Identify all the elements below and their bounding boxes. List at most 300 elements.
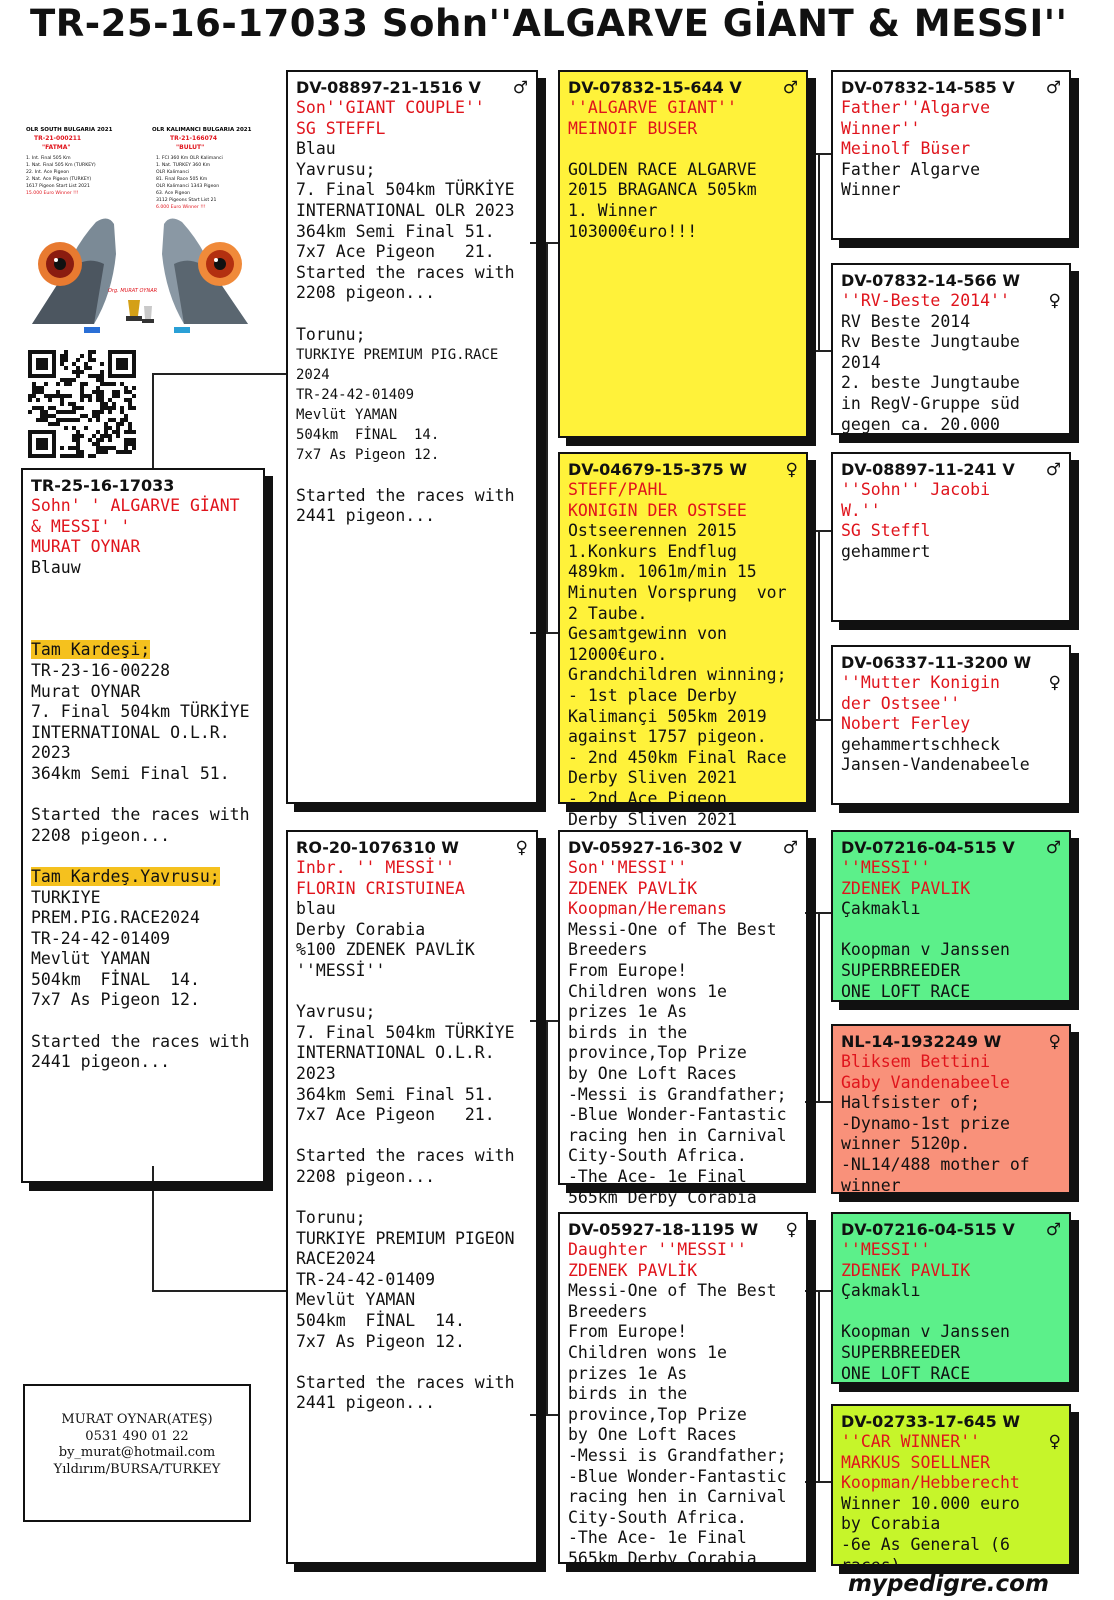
detail-lines — [568, 1281, 798, 1569]
text-line: Inbr. '' MESSİ'' — [296, 858, 455, 877]
end-lines — [296, 465, 528, 527]
text-line: by One Loft Races — [568, 1063, 737, 1083]
qr-cell — [96, 418, 100, 422]
great-grandparent-fmm-card[interactable] — [831, 645, 1071, 805]
ring-number: NL-14-1932249 W — [841, 1032, 1002, 1051]
great-grandparent-mfm-card[interactable] — [831, 1024, 1071, 1194]
text-line: 565km Derby Corabia — [568, 1548, 757, 1568]
qr-cell — [68, 454, 72, 458]
qr-cell — [88, 454, 92, 458]
great-grandparent-mmm-card[interactable] — [831, 1404, 1071, 1575]
name-lines — [841, 858, 1061, 899]
contact-lines — [25, 1412, 249, 1478]
qr-cell — [52, 406, 56, 410]
qr-cell — [60, 418, 64, 422]
qr-cell — [132, 438, 136, 442]
qr-cell — [76, 454, 80, 458]
qr-cell — [68, 418, 72, 422]
qr-cell — [96, 442, 100, 446]
connector-line — [152, 1166, 154, 1292]
page-title: TR-25-16-17033 Sohn''ALGARVE GİANT & MESSI'' — [30, 2, 1068, 45]
ring-number: TR-25-16-17033 — [31, 476, 175, 495]
text-line: Yavrusu; — [296, 159, 376, 179]
qr-cell — [72, 434, 76, 438]
text-line: ''MESSI'' — [841, 858, 931, 877]
text-line: ''ALGARVE GIANT'' — [568, 98, 737, 117]
qr-cell — [68, 394, 72, 398]
text-line: racing hen in Carnival — [568, 1487, 787, 1507]
qr-cell — [112, 394, 116, 398]
qr-cell — [80, 398, 84, 402]
qr-cell — [132, 442, 136, 446]
female-icon: ♀ — [515, 838, 528, 858]
text-line: Started the races with — [296, 262, 515, 282]
qr-cell — [76, 442, 80, 446]
qr-cell — [96, 378, 100, 382]
qr-cell — [60, 446, 64, 450]
subject-card[interactable] — [21, 468, 265, 1183]
qr-cell — [64, 418, 68, 422]
qr-cell — [56, 394, 60, 398]
qr-cell — [80, 370, 84, 374]
qr-cell — [76, 358, 80, 362]
text-line: Sohn' ' ALGARVE GİANT — [31, 496, 240, 515]
qr-cell — [124, 390, 128, 394]
qr-cell — [36, 358, 48, 370]
qr-cell — [80, 394, 84, 398]
text-line: Blauw — [31, 557, 81, 577]
text-line: ''CAR WINNER'' — [841, 1432, 981, 1451]
text-line: prizes 1e As — [568, 1363, 688, 1383]
qr-cell — [112, 446, 116, 450]
qr-cell — [64, 394, 68, 398]
text-line: by One Loft Races — [568, 1425, 737, 1445]
qr-cell — [60, 402, 64, 406]
text-line: ''MESSİ'' — [296, 960, 386, 980]
female-icon: ♀ — [1048, 1432, 1061, 1452]
promo-line: 3112 Pigeons Start List 21 — [156, 198, 217, 203]
qr-cell — [84, 394, 88, 398]
male-icon: ♂ — [782, 78, 798, 98]
qr-cell — [76, 418, 80, 422]
text-line: Daughter ''MESSI'' — [568, 1240, 747, 1259]
qr-cell — [68, 446, 72, 450]
name-lines — [841, 291, 1061, 312]
promo-left-ring: TR-21-000211 — [34, 135, 82, 142]
qr-cell — [108, 438, 112, 442]
connector-line — [805, 1290, 831, 1292]
text-line: Bliksem Bettini — [841, 1052, 991, 1071]
qr-cell — [60, 378, 64, 382]
detail-lines — [841, 735, 1061, 776]
qr-cell — [108, 406, 112, 410]
qr-cell — [60, 454, 64, 458]
text-line: Derby Corabia — [296, 919, 426, 939]
text-line: & MESSI' ' — [31, 516, 131, 536]
qr-cell — [60, 394, 64, 398]
text-line: 504km FİNAL 14. — [296, 427, 440, 444]
qr-cell — [92, 410, 96, 414]
qr-cell — [124, 414, 128, 418]
qr-cell — [48, 422, 52, 426]
detail-lines — [841, 899, 1061, 1002]
qr-cell — [116, 390, 120, 394]
ring-number: DV-02733-17-645 W — [841, 1412, 1020, 1431]
qr-cell — [68, 410, 72, 414]
qr-cell — [124, 386, 128, 390]
text-line: ZDENEK PAVLIK — [841, 878, 971, 898]
qr-cell — [120, 418, 124, 422]
text-line: -Blue Wonder-Fantastic — [568, 1105, 787, 1125]
text-line: - 2nd 450km Final Race — [568, 747, 787, 767]
text-line: City-South Africa. — [568, 1507, 747, 1527]
text-line: 1.Konkurs Endflug — [568, 541, 737, 561]
qr-cell — [116, 430, 120, 434]
female-icon: ♀ — [1048, 291, 1061, 311]
text-line: - 2nd Ace Pigeon — [568, 788, 727, 808]
name-lines — [296, 98, 528, 139]
text-line — [296, 982, 528, 1003]
great-grandparent-fmf-card[interactable] — [831, 452, 1071, 622]
promo-right-name: "BULUT" — [176, 144, 205, 151]
text-line: Started the races with — [31, 1031, 250, 1051]
text-line: 7x7 Ace Pigeon 21. — [296, 1105, 495, 1125]
qr-cell — [40, 386, 44, 390]
name-lines — [841, 480, 1061, 542]
name-lines — [841, 673, 1061, 735]
text-line: Winner'' — [841, 118, 921, 138]
text-line: ''MESSI'' — [841, 1240, 931, 1259]
qr-cell — [64, 358, 68, 362]
ring-number: DV-08897-21-1516 V — [296, 78, 481, 97]
qr-cell — [72, 402, 76, 406]
text-line: gegen ca. 20.000 — [841, 414, 1000, 434]
text-line: Grandchildren winning; — [568, 665, 787, 685]
name-lines — [841, 1052, 1061, 1093]
qr-cell — [76, 374, 80, 378]
qr-cell — [116, 450, 120, 454]
qr-cell — [84, 382, 88, 386]
name-lines — [568, 98, 798, 139]
qr-cell — [104, 422, 108, 426]
footer-brand[interactable]: mypedigre.com — [848, 1571, 1049, 1597]
promo-line: 1. Int. Final 505 Km — [26, 156, 71, 161]
text-line: Breeders — [568, 940, 648, 960]
qr-cell — [128, 438, 132, 442]
text-line: races) — [841, 1555, 901, 1575]
text-line: Yavrusu; — [296, 1002, 376, 1022]
qr-cell — [108, 418, 112, 422]
text-line: 504km FİNAL 14. — [31, 969, 200, 989]
text-line: gehammert — [841, 541, 931, 561]
text-line: Gesamtgewinn von — [568, 624, 727, 644]
qr-cell — [28, 410, 32, 414]
text-line: INTERNATIONAL O.L.R. — [296, 1043, 495, 1063]
text-line: -Messi is Grandfather; — [568, 1445, 787, 1465]
qr-cell — [92, 374, 96, 378]
detail-lines — [841, 542, 1061, 563]
qr-cell — [72, 378, 76, 382]
name-lines — [296, 858, 528, 899]
male-icon: ♂ — [782, 838, 798, 858]
text-line — [568, 139, 798, 160]
female-icon: ♀ — [1048, 673, 1061, 693]
qr-cell — [72, 418, 76, 422]
text-line: ''Mutter Konigin — [841, 673, 1000, 692]
qr-cell — [80, 382, 84, 386]
text-line: ZDENEK PAVLİK — [568, 878, 698, 898]
qr-cell — [108, 398, 112, 402]
detail-lines — [841, 1281, 1061, 1384]
text-line: INTERNATIONAL O.L.R. — [31, 722, 230, 742]
qr-cell — [96, 390, 100, 394]
text-line — [841, 920, 1061, 941]
qr-cell — [68, 378, 72, 382]
qr-cell — [96, 450, 100, 454]
qr-cell — [48, 398, 52, 402]
maternal-grandfather-card[interactable] — [558, 830, 808, 1207]
qr-cell — [124, 442, 128, 446]
text-line: Son''GIANT COUPLE'' — [296, 98, 485, 117]
qr-cell — [36, 390, 40, 394]
text-line: prizes 1e As — [568, 1002, 688, 1022]
text-line: -The Ace- 1e Final — [568, 1166, 747, 1186]
qr-cell — [92, 454, 96, 458]
text-line: blau — [296, 899, 336, 919]
name-lines — [568, 480, 798, 521]
qr-cell — [64, 378, 68, 382]
ring-number: DV-04679-15-375 W — [568, 460, 747, 479]
qr-cell — [56, 422, 60, 426]
text-line: birds in the — [568, 1022, 688, 1042]
text-line: 2 Taube. — [568, 603, 648, 623]
text-line: against 1757 pigeon. — [568, 727, 767, 747]
qr-cell — [92, 414, 96, 418]
qr-cell — [88, 394, 92, 398]
text-line: by_murat@hotmail.com — [58, 1445, 216, 1460]
text-line: 2441 pigeon... — [31, 1052, 171, 1072]
text-line: 504km FİNAL 14. — [296, 1311, 465, 1331]
text-line: 2023 — [31, 743, 71, 763]
text-line — [31, 1011, 255, 1032]
qr-cell — [64, 366, 68, 370]
paternal-grandfather-card[interactable] — [558, 70, 808, 438]
connector-line — [818, 1290, 820, 1482]
qr-cell — [116, 358, 128, 370]
text-line: Father''Algarve — [841, 98, 991, 117]
ring-number: DV-06337-11-3200 W — [841, 653, 1032, 672]
qr-cell — [60, 398, 64, 402]
promo-left-title: OLR SOUTH BULGARIA 2021 — [26, 127, 113, 133]
text-line: 103000€uro!!! — [568, 221, 698, 241]
qr-cell — [92, 442, 96, 446]
connector-line — [818, 912, 820, 1102]
qr-cell — [120, 410, 124, 414]
great-grandparent-mmf-card[interactable] — [831, 1212, 1071, 1384]
qr-cell — [108, 382, 112, 386]
qr-cell — [100, 434, 104, 438]
qr-cell — [88, 350, 92, 354]
qr-cell — [120, 422, 124, 426]
name-lines — [568, 858, 798, 920]
qr-cell — [32, 394, 36, 398]
qr-code-icon[interactable] — [28, 350, 136, 458]
text-line: Çakmaklı — [841, 1281, 921, 1301]
qr-cell — [104, 406, 108, 410]
text-line: 364km Semi Final 51. — [296, 221, 495, 241]
contact-card — [23, 1384, 251, 1522]
text-line: Mevlüt YAMAN — [296, 1290, 416, 1310]
qr-cell — [76, 370, 80, 374]
text-line: Nobert Ferley — [841, 714, 971, 734]
male-icon: ♂ — [1045, 1220, 1061, 1240]
qr-cell — [60, 410, 64, 414]
qr-cell — [80, 414, 84, 418]
father-card[interactable] — [286, 70, 538, 804]
text-line: Halfsister of; — [841, 1093, 981, 1113]
text-line: Started the races with — [31, 805, 250, 825]
text-line: ONE LOFT RACE — [841, 981, 971, 1001]
text-line: PREM.PIG.RACE2024 — [31, 908, 200, 928]
qr-cell — [80, 354, 84, 358]
qr-cell — [92, 358, 96, 362]
detail-lines — [841, 1093, 1061, 1196]
promo-line: 1. Nat. TURKEY 360 Km — [156, 163, 211, 168]
text-line: GOLDEN RACE ALGARVE — [568, 159, 757, 179]
connector-line — [805, 912, 831, 914]
qr-cell — [100, 450, 104, 454]
text-line: Koopman/Hebberecht — [841, 1473, 1020, 1493]
female-icon: ♀ — [1048, 1032, 1061, 1052]
qr-cell — [44, 382, 48, 386]
text-line: 489km. 1061m/min 15 — [568, 562, 757, 582]
qr-cell — [120, 406, 124, 410]
qr-cell — [32, 390, 36, 394]
qr-cell — [116, 434, 120, 438]
great-grandparent-mff-card[interactable] — [831, 830, 1071, 1002]
paternal-grandmother-card[interactable] — [558, 452, 808, 829]
qr-cell — [132, 386, 136, 390]
maternal-grandmother-card[interactable] — [558, 1212, 808, 1568]
ring-number: DV-07832-15-644 V — [568, 78, 742, 97]
sibling-offspring-label: Tam Kardeş.Yavrusu; — [31, 866, 220, 886]
text-line: 2441 pigeon... — [296, 1393, 436, 1413]
qr-cell — [104, 382, 108, 386]
qr-cell — [76, 406, 80, 410]
text-line: %100 ZDENEK PAVLİK — [296, 940, 475, 960]
text-line: Derby Sliven 2021 — [568, 809, 737, 829]
detail-lines — [841, 1494, 1061, 1576]
text-line: 2015 BRAGANCA 505km — [568, 180, 757, 200]
qr-cell — [132, 394, 136, 398]
male-icon: ♂ — [1045, 838, 1061, 858]
qr-cell — [88, 398, 92, 402]
detail-lines — [568, 920, 798, 1208]
promo-line: OLR Kalimanci 1343 Pigeon — [156, 184, 220, 189]
connector-line — [805, 350, 831, 352]
text-line: 7x7 As Pigeon 12. — [296, 447, 440, 464]
name-lines — [841, 1240, 1061, 1281]
great-grandparent-fff-card[interactable] — [831, 70, 1071, 240]
text-line: 2208 pigeon... — [296, 1166, 436, 1186]
qr-cell — [128, 426, 132, 430]
qr-cell — [100, 378, 104, 382]
male-icon: ♂ — [1045, 460, 1061, 480]
ring-number: DV-07832-14-585 V — [841, 78, 1015, 97]
great-grandparent-ffm-card[interactable] — [831, 263, 1071, 435]
qr-cell — [88, 374, 92, 378]
name-lines — [841, 98, 1061, 160]
qr-cell — [112, 382, 116, 386]
qr-cell — [120, 382, 124, 386]
male-icon: ♂ — [1045, 78, 1061, 98]
text-line: 7x7 Ace Pigeon 21. — [296, 242, 495, 262]
qr-cell — [124, 398, 128, 402]
text-line: ''RV-Beste 2014'' — [841, 291, 1010, 310]
qr-cell — [84, 426, 88, 430]
qr-cell — [116, 426, 120, 430]
ring-number: DV-07216-04-515 V — [841, 838, 1015, 857]
qr-cell — [112, 418, 116, 422]
small-detail-lines — [296, 345, 528, 465]
qr-cell — [128, 402, 132, 406]
text-line: Ostseerennen 2015 — [568, 521, 737, 541]
qr-cell — [44, 410, 48, 414]
mother-card[interactable] — [286, 830, 538, 1564]
text-line: Murat OYNAR — [31, 681, 141, 701]
text-line: Son''MESSI'' — [568, 858, 688, 877]
qr-cell — [36, 386, 40, 390]
qr-cell — [92, 350, 96, 354]
qr-cell — [128, 450, 132, 454]
text-line: MURAT OYNAR(ATEŞ) — [61, 1412, 213, 1427]
text-line: Started the races with — [296, 1372, 515, 1392]
text-line: RACE2024 — [296, 1249, 376, 1269]
text-line: 2014 — [841, 352, 881, 372]
ring-number: RO-20-1076310 W — [296, 838, 459, 857]
qr-cell — [128, 406, 132, 410]
qr-cell — [64, 350, 68, 354]
promo-line: 1617 Pigeon Start List 2021 — [26, 184, 90, 189]
sibling-label: Tam Kardeşi; — [31, 640, 151, 660]
qr-cell — [96, 430, 100, 434]
qr-cell — [72, 446, 76, 450]
qr-cell — [100, 362, 104, 366]
text-line: TR-24-42-01409 — [31, 928, 171, 948]
text-line: SUPERBREEDER — [841, 1342, 961, 1362]
text-line: INTERNATIONAL OLR 2023 — [296, 200, 515, 220]
promo-line: 6.000 Euro Winner !!! — [156, 205, 206, 210]
qr-cell — [76, 430, 80, 434]
name-lines — [568, 1240, 798, 1281]
text-line: Minuten Vorsprung vor — [568, 582, 787, 602]
text-line: Blau — [296, 139, 336, 159]
qr-cell — [104, 430, 108, 434]
text-line — [296, 304, 528, 325]
qr-cell — [108, 446, 112, 450]
qr-cell — [132, 446, 136, 450]
qr-cell — [44, 414, 48, 418]
qr-cell — [96, 446, 100, 450]
qr-cell — [132, 406, 136, 410]
text-line: der Ostsee'' — [841, 693, 961, 713]
ring-number: DV-05927-18-1195 W — [568, 1220, 759, 1239]
qr-cell — [76, 450, 80, 454]
text-line: 7. Final 504km TÜRKİYE — [296, 1022, 515, 1042]
text-line: TR-23-16-00228 — [31, 660, 171, 680]
text-line: TURKIYE — [31, 887, 101, 907]
qr-cell — [88, 418, 92, 422]
